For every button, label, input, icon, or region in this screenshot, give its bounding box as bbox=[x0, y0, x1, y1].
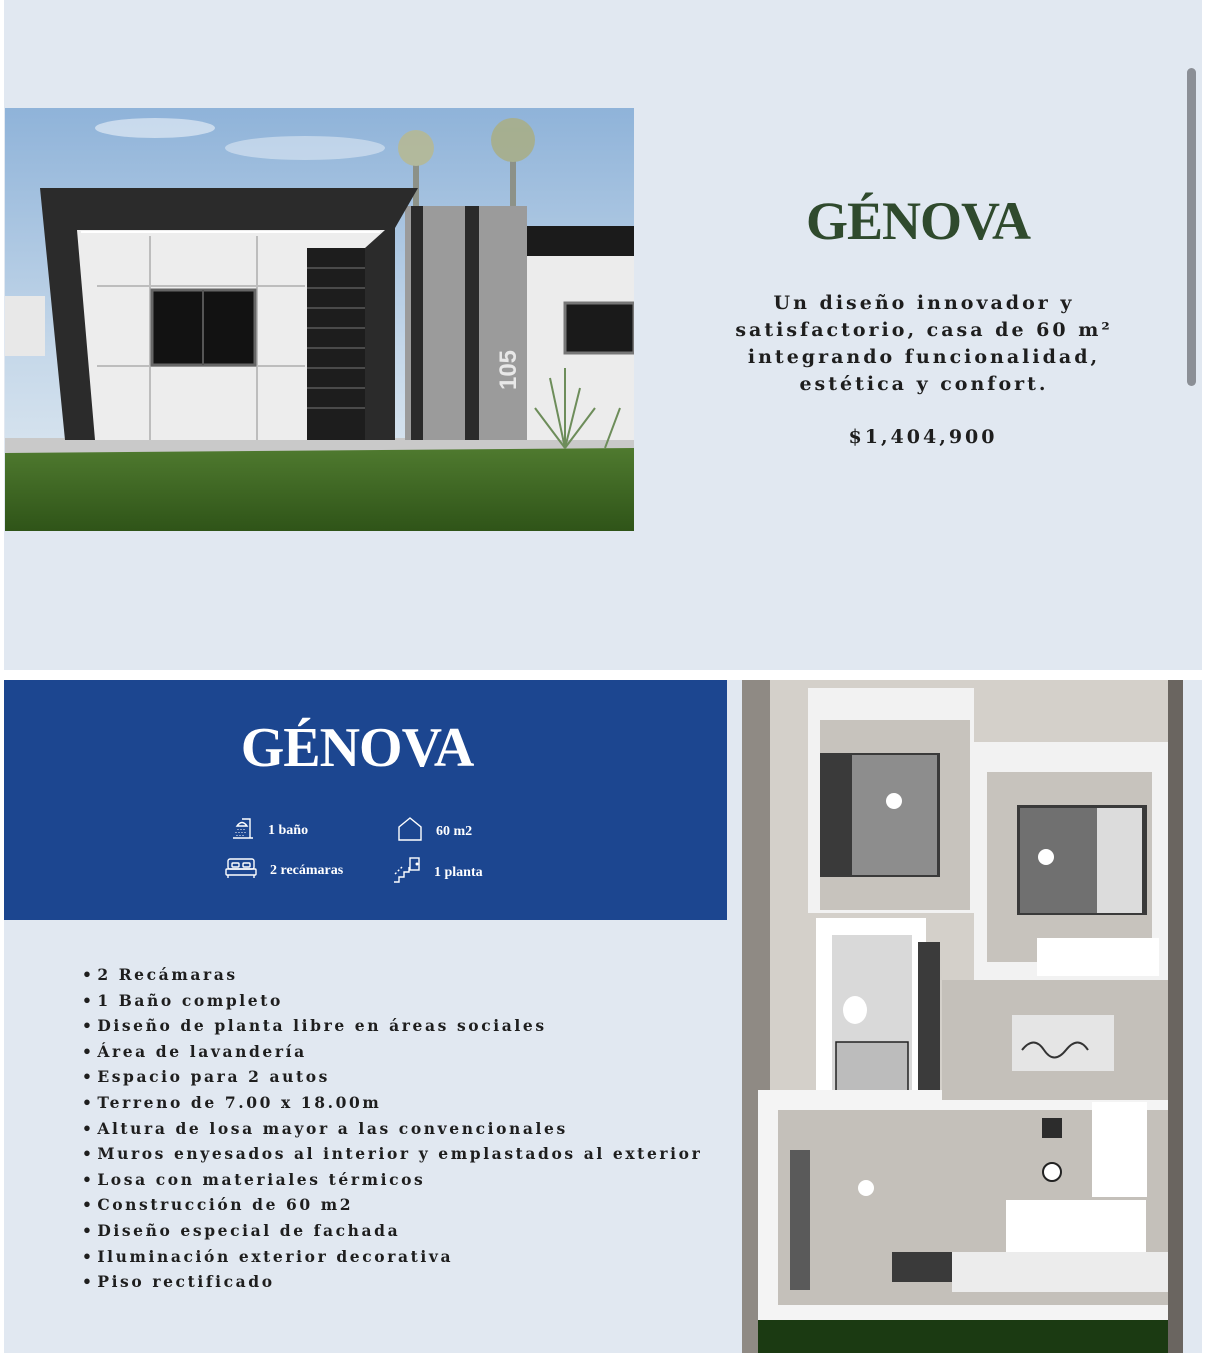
price-label: $1,404,900 bbox=[848, 426, 998, 448]
slide-divider bbox=[0, 670, 1206, 680]
house-number-label: 105 bbox=[495, 349, 523, 391]
specs-title: GÉNOVA bbox=[240, 717, 474, 779]
list-item: • Diseño especial de fachada bbox=[82, 1218, 702, 1244]
feature-bedrooms bbox=[224, 856, 343, 885]
floorplan-render bbox=[742, 680, 1183, 1353]
list-item: • Espacio para 2 autos bbox=[82, 1064, 702, 1090]
feature-label: 1 planta bbox=[434, 864, 483, 880]
bed-icon bbox=[224, 856, 270, 885]
feature-label: 1 baño bbox=[268, 822, 309, 838]
list-item: • Altura de losa mayor a las convencionales bbox=[82, 1116, 702, 1142]
list-item: • Área de lavandería bbox=[82, 1039, 702, 1065]
list-item: • 1 Baño completo bbox=[82, 988, 702, 1014]
list-item: • Terreno de 7.00 x 18.00m bbox=[82, 1090, 702, 1116]
feature-floors bbox=[392, 856, 483, 889]
feature-bathroom bbox=[228, 816, 308, 845]
list-item: • 2 Recámaras bbox=[82, 962, 702, 988]
list-item: • Muros enyesados al interior y emplastados al exterior bbox=[82, 1141, 702, 1167]
list-item: • Construcción de 60 m2 bbox=[82, 1192, 702, 1218]
list-item: • Piso rectificado bbox=[82, 1269, 702, 1295]
stairs-icon bbox=[392, 856, 434, 889]
amenities-list bbox=[82, 962, 702, 1295]
feature-label: 60 m2 bbox=[436, 823, 473, 839]
slide-exterior bbox=[4, 0, 1202, 670]
slide-specifications bbox=[4, 680, 1202, 1353]
exterior-description: Un diseño innovador y satisfactorio, casa de 60 m² integrando funcionalidad, estética y confort. bbox=[735, 292, 1113, 395]
exterior-title: GÉNOVA bbox=[805, 191, 1031, 251]
feature-area bbox=[396, 816, 472, 847]
info-panel bbox=[4, 680, 727, 920]
list-item: • Losa con materiales térmicos bbox=[82, 1167, 702, 1193]
feature-label: 2 recámaras bbox=[270, 862, 344, 878]
scrollbar-thumb[interactable] bbox=[1187, 68, 1196, 386]
house-exterior-render bbox=[5, 108, 634, 531]
list-item: • Iluminación exterior decorativa bbox=[82, 1244, 702, 1270]
house-icon bbox=[396, 816, 436, 847]
shower-icon bbox=[228, 816, 268, 845]
list-item: • Diseño de planta libre en áreas sociales bbox=[82, 1013, 702, 1039]
